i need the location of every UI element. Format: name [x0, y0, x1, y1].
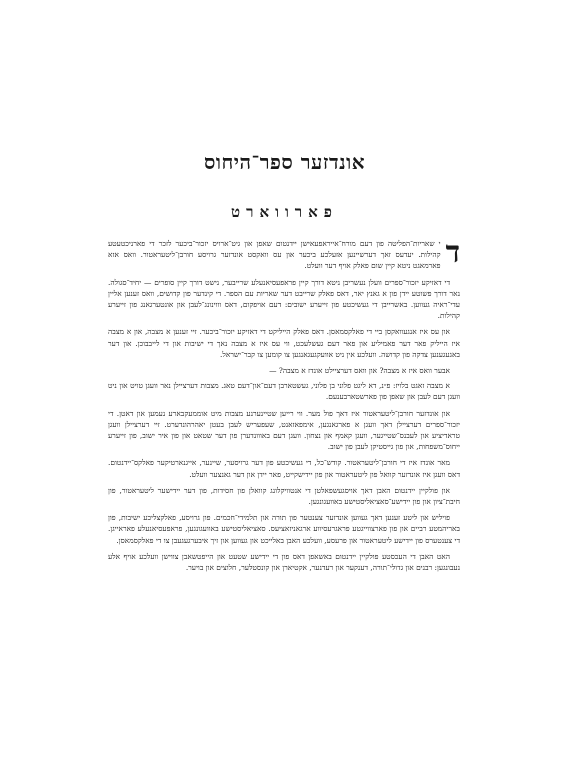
paragraph-3: און עס איז אנגעוואקסן ביי די פאלקסמאסן. דאס פאלק הייליקט די דאזיקע יזכור־ביכער. זיי זענען א מצבה, און א מצבה איז הייליק פאר דער פאמיליע און פאר דעם געשלעכט, ווי עס איז א מצבה נאך די ישיבות און די לייבבוכן. און דער באגעגענען צדקה פון קדושה. וועלכע אין ניט אוועקגעגאנגען צו קומען צו קבר־ישראל.	[108, 327, 460, 359]
paragraph-2: די דאזיקע יזכור־ספרים וועלן נעשריבן ניטא דורך קיין פראפעסיאנעלע שרייבער, נישט דורך קיין סופרים — יחיד־סגולה. נאר דורך פשוטע יידן פון א גאנץ יאר, דאס פאלק שרייבט דער שאריות עם הספר. די קינדער פון קדושים, וואס זענען אליין עדי־ראיה געווען. באשרייבן די געשיכטע פון זייערע ישובים: דעם אויפקום, דאס וווינונג־לעבן און אונטערגאנג פון זייערע קהילות.	[108, 277, 460, 321]
document-subtitle: פארווארט	[231, 203, 338, 221]
paragraph-4: אבער וואס איז א מצבה? און וואס דערציילט אונדז א מצבה? —	[269, 366, 450, 376]
document-title: אונדזער ספר־היחוס	[203, 150, 366, 174]
paragraph-5: א מצבה זאגט בלויז: פ״נ, דא ליגט פלוני בן פלוני, געשטארבן דעם־און־דעם טאג. מצבות דערציילן נאר וועגן טויט און ניט וועגן דעם לעבן און שאפן פון פארשטארבענעם.	[108, 381, 460, 402]
paragraph-1	[108, 235, 460, 272]
paragraph-9: פויליש און ליטע זענען דאך געווען אונדזער צענטער פון תורה און תלמידי־חכמים. פון גרויסע, פאלקצליכע ישיבות, פון באריהמטע רביים און פון פארצווייגטע פראגרעסיווע ארגאניזאציעס. סאציאליסטישע באוועגונגען, פראפעסיאנעלע פאראייגן. די צענטערס פון יידישע ליטעראטור און פרעסע, וועלכע האבן באלייכט און געווען און זיך איבערגעגעבן צו די פאלקסמאסן.	[108, 513, 460, 545]
paragraph-8: און פולקיין יידנטום האבן דאך אויסגעשפאלטן די אנטוויקלונג קוואלן פון חסידות, פון דער יידישער ליטעראטור, פון חיבת־ציון און פון יידישע־סאציאליסטישע באוועגונגען.	[108, 485, 460, 507]
paragraph-10: האט האבן די העכסטע פולקיין יידנטום באשאפן דאס פון די יידישע שטעט און הייפטשאבן צווישן וועלכע אויף אלע נעבונגען: רבנים און גדולי־תורה, דענקער און רעדנער, אקטיארן און קונסטלער, חלוצים און בויער.	[108, 551, 460, 573]
drop-cap: ד	[445, 235, 460, 270]
paragraph-6: און אונדזער חורבן־ליטעראטור איז דאך פול מער. ווי רייען שטיינערנע מצבות מיט אוממעקבארע נעמען און דאטן. די יזכור־ספרים דערציילן דאך וועגן א פארגאנגען, אימפאזאנט, שעפעריש לעבן בעטן יאהרהונדערט. זיי דערציילן וועגן טראדיציע און לעבנס־שטייגער, וועגן קאמף און נצחון. וועגן דעם באווונדערן פון דער שטאט און פון איר ישוב, פון זייערע ייחוס־משפחות, און פון גייסטיקן לעבן פון ישוב.	[108, 408, 460, 452]
body-text	[108, 235, 460, 578]
paragraph-text: י שאריות־הפליטה פון דעם מורח־אייראפעאישן יידנטום שאפן און גיט־ארויס יזכור־ביכער לזכר די פארניכטעטע קהילות. יעדעס זאך דערשיינען אזעלכע ביכער און עס וואקסט אונדזער גרויסע חורבן־ליטעראטור. וואס אזא פארמאגט ניטא קיין שום פאלק אויף דער וועלט.	[108, 239, 441, 271]
paragraph-7: מאר אונדז איז די חורבן־ליטעראטור. קודש־כל, די געשיכטע פון דער גרויסער, שיינער, אייגנארטיקער פאלקס־יידנטום. דאס וועגן איז אונדזער קוואל פון ליטעראטור און פון יידישקייט, פאר יידן און דער גאנצער וועלט.	[108, 458, 460, 479]
